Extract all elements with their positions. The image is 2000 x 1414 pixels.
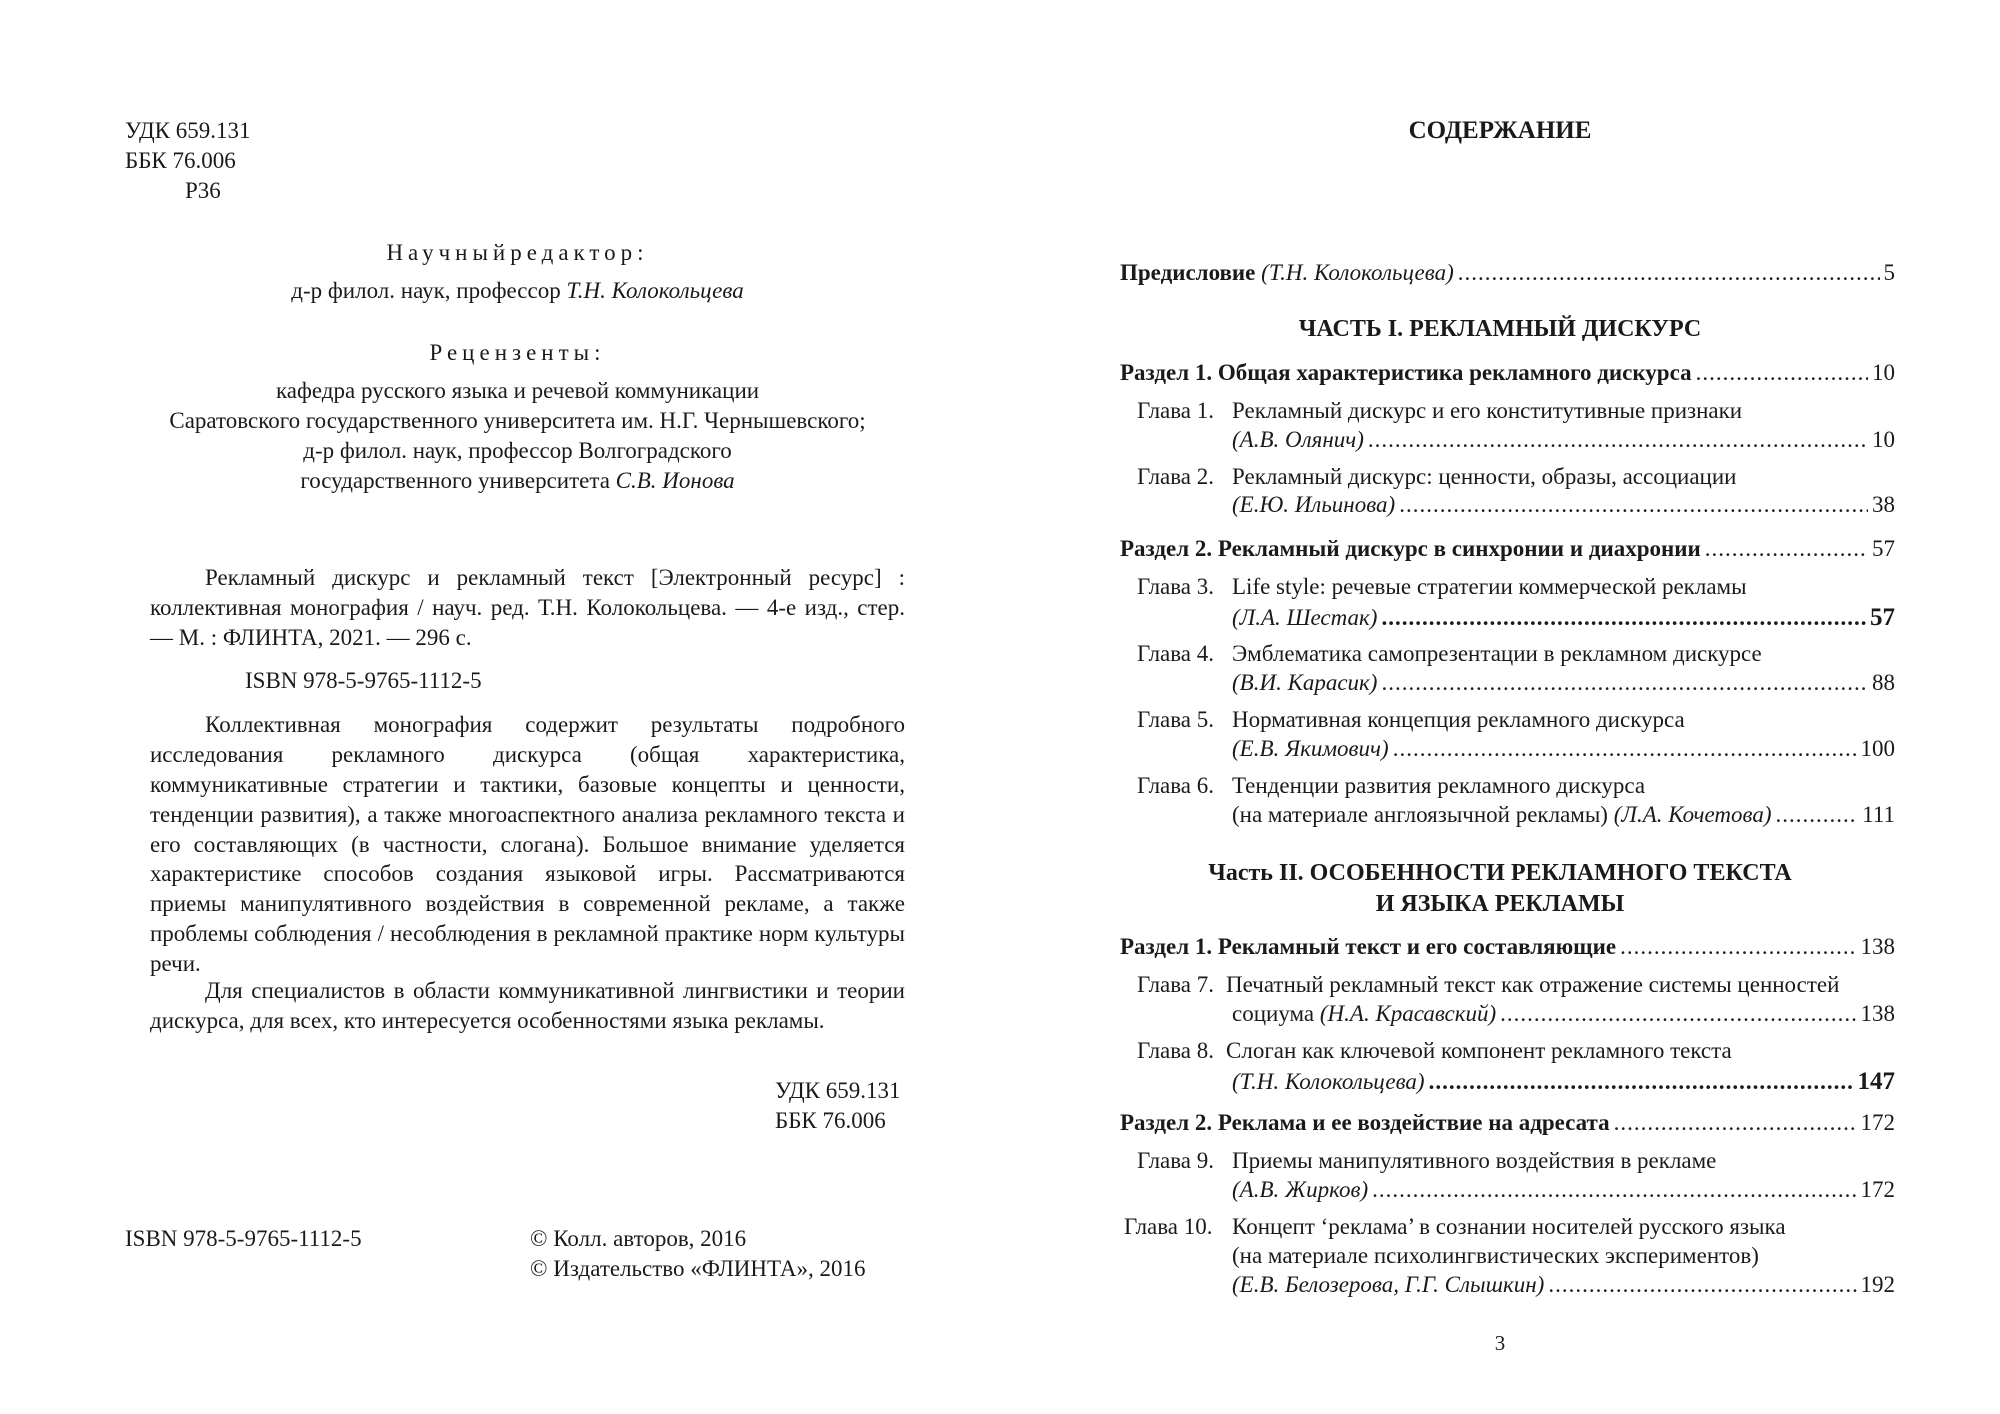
chapter-7-title[interactable]: Печатный рекламный текст как отражение системы ценностей bbox=[1226, 972, 1840, 997]
chapter-8-title[interactable]: Слоган как ключевой компонент рекламного текста bbox=[1226, 1038, 1732, 1063]
toc-preface[interactable] bbox=[1120, 258, 1895, 288]
chapter-author: (А.В. Олянич) bbox=[1232, 427, 1364, 452]
toc-chapter-6[interactable] bbox=[1232, 800, 1895, 830]
chapter-9-label: Глава 9. bbox=[1137, 1148, 1215, 1173]
chapter-author: (В.И. Карасик) bbox=[1232, 670, 1378, 695]
page-number: 3 bbox=[1494, 1331, 1506, 1355]
chapter-1-label: Глава 1. bbox=[1137, 398, 1215, 423]
reviewers-line-3: д-р филол. наук, профессор Волгоградского bbox=[303, 437, 732, 463]
reviewers-block bbox=[125, 338, 910, 495]
chapter-page: 10 bbox=[1872, 427, 1895, 452]
udk-code: УДК 659.131 bbox=[125, 118, 251, 143]
dot-leader bbox=[1620, 932, 1856, 962]
part-2-heading-line-2: И ЯЗЫКА РЕКЛАМЫ bbox=[1375, 891, 1625, 918]
author-sign-code: Р36 bbox=[185, 177, 221, 203]
reviewers-line-4 bbox=[125, 466, 910, 496]
chapter-10-label: Глава 10. bbox=[1124, 1214, 1213, 1239]
chapter-page: 88 bbox=[1872, 670, 1895, 695]
part-1-heading: ЧАСТЬ I. РЕКЛАМНЫЙ ДИСКУРС bbox=[1298, 316, 1702, 342]
classification-block bbox=[125, 116, 251, 206]
section-title: Раздел 2. Реклама и ее воздействие на адресата bbox=[1120, 1110, 1610, 1135]
toc-chapter-2[interactable] bbox=[1232, 490, 1895, 520]
chapter-page: 111 bbox=[1862, 802, 1895, 827]
chapter-page: 57 bbox=[1870, 604, 1895, 631]
chapter-2-title[interactable]: Рекламный дискурс: ценности, образы, ассоциации bbox=[1232, 464, 1737, 489]
chapter-2-label: Глава 2. bbox=[1137, 464, 1215, 489]
editor-block bbox=[125, 238, 910, 306]
reviewers-heading: Рецензенты: bbox=[429, 340, 606, 365]
chapter-4-label: Глава 4. bbox=[1137, 641, 1215, 666]
bbk-code-repeat: ББК 76.006 bbox=[775, 1107, 886, 1133]
section-page: 57 bbox=[1872, 536, 1895, 561]
right-page bbox=[1000, 0, 2000, 1414]
chapter-1-title[interactable]: Рекламный дискурс и его конститутивные признаки bbox=[1232, 398, 1743, 423]
dot-leader bbox=[1381, 668, 1868, 698]
dot-leader bbox=[1372, 1175, 1856, 1205]
toc-chapter-7[interactable] bbox=[1232, 999, 1895, 1029]
chapter-subtitle: социума bbox=[1232, 1001, 1315, 1026]
section-page: 10 bbox=[1872, 360, 1895, 385]
dot-leader bbox=[1368, 425, 1868, 455]
section-title: Раздел 1. Общая характеристика рекламного дискурса bbox=[1120, 360, 1692, 385]
copyright-publisher: © Издательство «ФЛИНТА», 2016 bbox=[530, 1255, 866, 1281]
toc-part1-section2[interactable] bbox=[1120, 534, 1895, 564]
footer-isbn: ISBN 978-5-9765-1112-5 bbox=[125, 1226, 362, 1251]
chapter-author: (Н.А. Красавский) bbox=[1319, 1001, 1497, 1026]
chapter-author: (А.В. Жирков) bbox=[1232, 1177, 1369, 1202]
chapter-author: (Л.А. Кочетова) bbox=[1613, 802, 1772, 827]
part-2-heading bbox=[1000, 858, 2000, 920]
chapter-8-label: Глава 8. bbox=[1137, 1038, 1215, 1063]
toc-chapter-3[interactable] bbox=[1232, 602, 1895, 635]
toc-chapter-9[interactable] bbox=[1232, 1175, 1895, 1205]
chapter-page: 38 bbox=[1872, 492, 1895, 517]
bbk-code: ББК 76.006 bbox=[125, 147, 236, 173]
dot-leader bbox=[1429, 1067, 1854, 1097]
chapter-author: (Е.В. Белозерова, Г.Г. Слышкин) bbox=[1232, 1272, 1545, 1297]
chapter-6-label: Глава 6. bbox=[1137, 773, 1215, 798]
chapter-5-label: Глава 5. bbox=[1137, 707, 1215, 732]
abstract-paragraph-1: Коллективная монография содержит результаты подробного исследования рекламного дискурса (общая характеристика, коммуникативные стратегии и тактики, базовые концепты и ценности, тенденции развития), а также многоаспектного анализа рекламного текста и его составляющих (в частности, слогана). Большое внимание уделяется характеристике способов создания языковой игры. Рассматриваются приемы манипулятивного воздействия в современной рекламе, а также проблемы соблюдения / несоблюдения в рекламной практике норм культуры речи. bbox=[150, 712, 905, 977]
dot-leader bbox=[1696, 358, 1868, 388]
reviewer-name: С.В. Ионова bbox=[615, 467, 735, 493]
abstract-paragraph-2: Для специалистов в области коммуникативной лингвистики и теории дискурса, для всех, кто интересуется особенностями языка рекламы. bbox=[150, 978, 905, 1033]
chapter-page: 100 bbox=[1860, 736, 1895, 761]
section-title: Раздел 1. Рекламный текст и его составляющие bbox=[1120, 934, 1617, 959]
dot-leader bbox=[1776, 800, 1859, 830]
toc-chapter-10[interactable] bbox=[1232, 1270, 1895, 1300]
copyright-authors: © Колл. авторов, 2016 bbox=[530, 1226, 747, 1251]
bibliographic-description: Рекламный дискурс и рекламный текст [Электронный ресурс] : коллективная монография / науч. ред. Т.Н. Колокольцева. — 4-е изд., стер. — М. : ФЛИНТА, 2021. — 296 с. bbox=[150, 565, 905, 650]
reviewers-line-1: кафедра русского языка и речевой коммуникации bbox=[275, 377, 760, 403]
reviewers-university: государственного университета bbox=[300, 467, 610, 493]
chapter-4-title[interactable]: Эмблематика самопрезентации в рекламном дискурсе bbox=[1232, 641, 1762, 666]
dot-leader bbox=[1705, 534, 1868, 564]
toc-part2-section2[interactable] bbox=[1120, 1108, 1895, 1138]
copyright-block bbox=[530, 1224, 866, 1284]
chapter-9-title[interactable]: Приемы манипулятивного воздействия в рекламе bbox=[1232, 1148, 1717, 1173]
editor-line bbox=[125, 276, 910, 306]
isbn-line: ISBN 978-5-9765-1112-5 bbox=[245, 668, 482, 693]
editor-heading: Научныйредактор: bbox=[386, 240, 649, 265]
chapter-10-title[interactable]: Концепт ‘реклама’ в сознании носителей русского языка bbox=[1232, 1214, 1786, 1239]
toc-chapter-4[interactable] bbox=[1232, 668, 1895, 698]
chapter-author: (Л.А. Шестак) bbox=[1232, 605, 1378, 630]
section-page: 138 bbox=[1860, 934, 1895, 959]
chapter-author: (Е.В. Якимович) bbox=[1232, 736, 1389, 761]
dot-leader bbox=[1458, 258, 1880, 288]
reviewers-line-2: Саратовского государственного университета им. Н.Г. Чернышевского; bbox=[169, 407, 866, 433]
chapter-page: 172 bbox=[1860, 1177, 1895, 1202]
dot-leader bbox=[1614, 1108, 1857, 1138]
preface-page: 5 bbox=[1883, 260, 1895, 285]
preface-label: Предисловие bbox=[1120, 260, 1256, 285]
toc-part1-section1[interactable] bbox=[1120, 358, 1895, 388]
chapter-6-title[interactable]: Тенденции развития рекламного дискурса bbox=[1232, 773, 1646, 798]
chapter-subtitle: (на материале англоязычной рекламы) bbox=[1232, 802, 1608, 827]
section-page: 172 bbox=[1860, 1110, 1895, 1135]
toc-part2-section1[interactable] bbox=[1120, 932, 1895, 962]
udk-bbk-repeat bbox=[775, 1076, 901, 1136]
chapter-3-label: Глава 3. bbox=[1137, 574, 1215, 599]
chapter-author: (Т.Н. Колокольцева) bbox=[1232, 1069, 1425, 1094]
chapter-10-subtitle: (на материале психолингвистических экспериментов) bbox=[1232, 1243, 1759, 1268]
dot-leader bbox=[1399, 490, 1868, 520]
dot-leader bbox=[1393, 734, 1857, 764]
toc-chapter-8[interactable] bbox=[1232, 1066, 1895, 1099]
chapter-5-title[interactable]: Нормативная концепция рекламного дискурса bbox=[1232, 707, 1685, 732]
editor-title: д-р филол. наук, профессор bbox=[291, 277, 561, 303]
chapter-page: 147 bbox=[1857, 1068, 1895, 1095]
section-title: Раздел 2. Рекламный дискурс в синхронии и диахронии bbox=[1120, 536, 1701, 561]
chapter-page: 192 bbox=[1860, 1272, 1895, 1297]
editor-name: Т.Н. Колокольцева bbox=[566, 277, 744, 303]
chapter-page: 138 bbox=[1860, 1001, 1895, 1026]
chapter-7-label: Глава 7. bbox=[1137, 972, 1215, 997]
preface-author: (Т.Н. Колокольцева) bbox=[1261, 260, 1454, 285]
chapter-3-title[interactable]: Life style: речевые стратегии коммерческой рекламы bbox=[1232, 574, 1747, 599]
chapter-author: (Е.Ю. Ильинова) bbox=[1232, 492, 1396, 517]
udk-code-repeat: УДК 659.131 bbox=[775, 1078, 901, 1103]
toc-chapter-1[interactable] bbox=[1232, 425, 1895, 455]
toc-chapter-5[interactable] bbox=[1232, 734, 1895, 764]
contents-title: СОДЕРЖАНИЕ bbox=[1408, 117, 1592, 144]
dot-leader bbox=[1381, 603, 1866, 633]
dot-leader bbox=[1500, 999, 1856, 1029]
dot-leader bbox=[1548, 1270, 1856, 1300]
part-2-heading-line-1: Часть II. ОСОБЕННОСТИ РЕКЛАМНОГО ТЕКСТА bbox=[1208, 860, 1792, 886]
